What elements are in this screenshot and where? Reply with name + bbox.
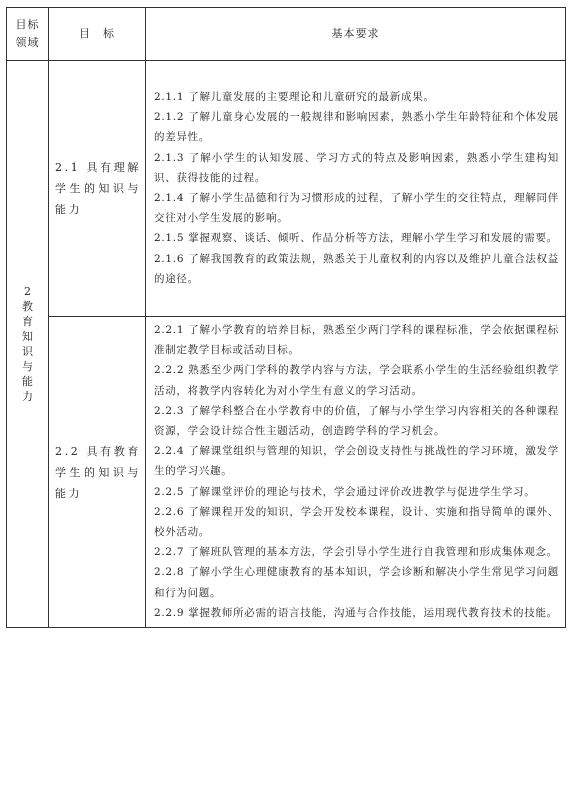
table-header-row xyxy=(7,8,566,61)
header-requirements: 基本要求 xyxy=(146,8,566,61)
requirement-item: 2.2.9 掌握教师所必需的语言技能，沟通与合作技能，运用现代教育技术的技能。 xyxy=(154,606,558,619)
requirement-item: 2.1.3 了解小学生的认知发展、学习方式的特点及影响因素，熟悉小学生建构知识、获得技能的过程。 xyxy=(154,151,559,184)
requirement-item: 2.2.6 了解课程开发的知识，学会开发校本课程，设计、实施和指导简单的课外、校外活动。 xyxy=(154,505,559,539)
header-domain: 目标领域 xyxy=(7,8,49,61)
requirement-item: 2.1.4 了解小学生品德和行为习惯形成的过程，了解小学生的交往特点，理解同伴交往对小学生发展的影响。 xyxy=(154,192,559,225)
requirement-item: 2.2.8 了解小学生心理健康教育的基本知识，学会诊断和解决小学生常见学习问题和行为问题。 xyxy=(154,566,559,599)
requirement-item: 2.2.4 了解课堂组织与管理的知识，学会创设支持性与挑战性的学习环境，激发学生的学习兴趣。 xyxy=(154,445,559,478)
domain-label: 2教育知识与能力 xyxy=(22,285,33,404)
requirement-item: 2.2.7 了解班队管理的基本方法，学会引导小学生进行自我管理和形成集体观念。 xyxy=(154,546,558,559)
requirements-cell xyxy=(146,317,566,628)
requirement-item: 2.2.2 熟悉至少两门学科的教学内容与方法，学会联系小学生的生活经验组织教学活动，将教学内容转化为对小学生有意义的学习活动。 xyxy=(154,364,559,397)
requirement-item: 2.2.1 了解小学教育的培养目标，熟悉至少两门学科的课程标准，学会依据课程标准制定教学目标或活动目标。 xyxy=(154,324,559,357)
requirement-item: 2.1.2 了解儿童身心发展的一般规律和影响因素，熟悉小学生年龄特征和个体发展的差异性。 xyxy=(154,111,559,144)
requirements-cell xyxy=(146,61,566,317)
goal-cell: 2.2 具有教育学生的知识与能力 xyxy=(49,317,146,628)
table-row xyxy=(7,61,566,317)
table-row xyxy=(7,317,566,628)
requirement-item: 2.1.1 了解儿童发展的主要理论和儿童研究的最新成果。 xyxy=(154,90,435,103)
requirement-item: 2.2.5 了解课堂评价的理论与技术，学会通过评价改进教学与促进学生学习。 xyxy=(154,485,536,498)
requirement-item: 2.2.3 了解学科整合在小学教育中的价值，了解与小学生学习内容相关的各种课程资源，学会设计综合性主题活动，创造跨学科的学习机会。 xyxy=(154,404,559,438)
domain-cell xyxy=(7,61,49,628)
requirement-item: 2.1.5 掌握观察、谈话、倾听、作品分析等方法，理解小学生学习和发展的需要。 xyxy=(154,232,558,245)
header-goal: 目 标 xyxy=(49,8,146,61)
goal-cell: 2.1 具有理解学生的知识与能力 xyxy=(49,61,146,317)
requirement-item: 2.1.6 了解我国教育的政策法规，熟悉关于儿童权利的内容以及维护儿童合法权益的途径。 xyxy=(154,252,559,285)
standards-table xyxy=(6,7,566,628)
